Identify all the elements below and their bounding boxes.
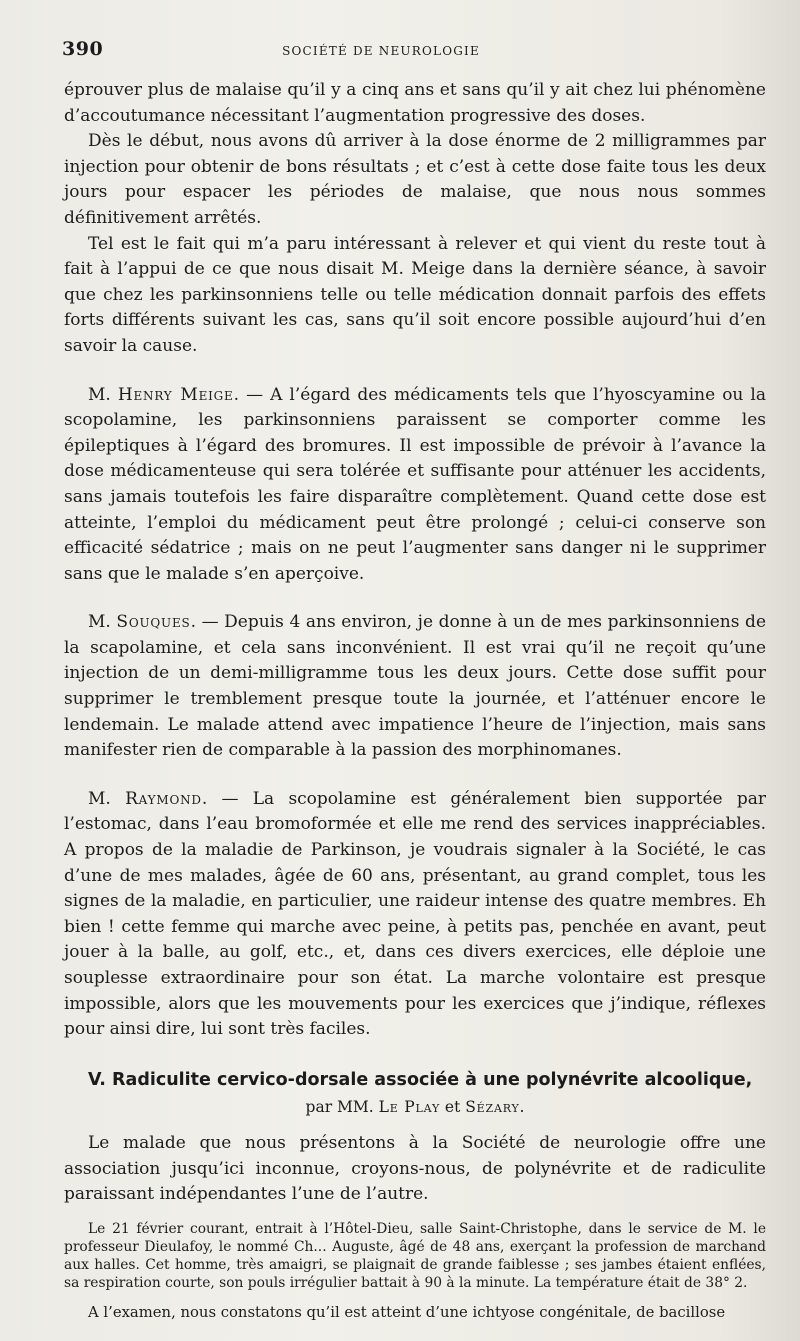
byline-end: . [519,1098,525,1117]
running-head: SOCIÉTÉ DE NEUROLOGIE [282,44,480,58]
speaker-name: Henry Meige [117,384,234,405]
section-lead: Le malade que nous présentons à la Société de neurologie offre une association jusqu’ici inconnue, croyons-nous, de polynévrite et de radiculite paraissant indépendantes l’une de l’autre. [64,1132,766,1205]
case-note: Le 21 février courant, entrait à l’Hôtel-Dieu, salle Saint-Christophe, dans le service de M. le professeur Dieulafoy, le nommé Ch... Auguste, âgé de 48 ans, exerçant la profession de marchand aux halles. Cet homme, très amaigri, se plaignait de grande faiblesse ; ses jambes étaient enflées, sa respiration courte, son pouls irrégulier battait à 90 à la minute. La température était de 38° 2. [64,1220,766,1291]
speaker-prefix: M. [88,384,118,405]
author-le-play: Le Play [378,1098,440,1117]
speaker-remarks: . — A l’égard des médicaments tels que l’hyoscyamine ou la scopolamine, les parkinsonniens paraissent se comporter comme les épileptiques à l’égard des bromures. Il est impossible de prévoir à l’avance la dose médicamenteuse qui sera tolérée et suffisante pour atténuer les accidents, sans jamais toutefois les faire disparaître complètement. Quand cette dose est atteinte, l’emploi du médicament peut être prolongé ; celui-ci conserve son efficacité sédatrice ; mais on ne peut l’augmenter sans danger ni le supprimer sans que le malade s’en aperçoive. [64,384,766,584]
paragraph-continuation: éprouver plus de malaise qu’il y a cinq ans et sans qu’il y ait chez lui phénomène d’accoutumance nécessitant l’augmentation progressive des doses. [64,80,766,126]
speaker-name: Souques [116,612,191,633]
byline-prefix: par MM. [305,1098,379,1117]
section-number: V [88,1069,100,1090]
closing-line: A l’examen, nous constatons qu’il est atteint d’une ichtyose congénitale, de bacillose [88,1303,726,1321]
speaker-remarks: . — Depuis 4 ans environ, je donne à un de mes parkinsonniens de la scapolamine, et cela sans inconvénient. Il est vrai qu’il ne reçoit qu’une injection de un demi-milligramme tous les deux jours. Cette dose suffit pour supprimer le tremblement presque toute la journée, et l’atténuer encore le lendemain. Le malade attend avec impatience l’heure de l’injection, mais sans manifester rien de comparable à la passion des morphinomanes. [64,612,767,761]
speaker-remarks: . — La scopolamine est généralement bien supportée par l’estomac, dans l’eau bromoformée et elle me rend des services inappréciables. A propos de la maladie de Parkinson, je voudrais signaler à la Société, le cas d’une de mes malades, âgée de 60 ans, présentant, au grand complet, tous les signes de la maladie, en particulier, une raideur intense des quatre membres. Eh bien ! cette femme qui marche avec peine, à petits pas, penchée en avant, peut jouer à la balle, au golf, etc., et, dans ces divers exercices, elle déploie une souplesse extraordinaire pour son état. La marche volontaire est presque impossible, alors que les mouvements pour les exercices que j’indique, réflexes pour ainsi dire, lui sont très faciles. [64,788,766,1040]
section-heading [64,1068,766,1094]
page-header [62,38,760,62]
byline-and: et [440,1098,466,1117]
discussion-meige [64,383,766,588]
section-title: . Radiculite cervico-dorsale associée à une polynévrite alcoolique, [99,1069,753,1090]
discussion-souques [64,610,766,764]
body-text [64,78,766,1322]
page-number: 390 [62,38,104,60]
speaker-prefix: M. [88,612,117,633]
speaker-name: Raymond [125,788,202,809]
discussion-raymond [64,787,766,1043]
paragraph-conclusion: Tel est le fait qui m’a paru intéressant à relever et qui vient du reste tout à fait à l’appui de ce que nous disait M. Meige dans la dernière séance, à savoir que chez les parkinsonniens telle ou telle médication donnait parfois des effets forts différents suivant les cas, sans qu’il soit encore possible aujourd’hui d’en savoir la cause. [64,233,766,356]
speaker-prefix: M. [88,788,126,809]
paragraph-dose: Dès le début, nous avons dû arriver à la dose énorme de 2 milligrammes par injection pour obtenir de bons résultats ; et c’est à cette dose faite tous les deux jours pour espacer les périodes de malaise, que nous nous sommes définitivement arrêtés. [64,131,766,228]
section-byline [64,1095,766,1121]
author-sezary: Sézary [465,1098,520,1117]
